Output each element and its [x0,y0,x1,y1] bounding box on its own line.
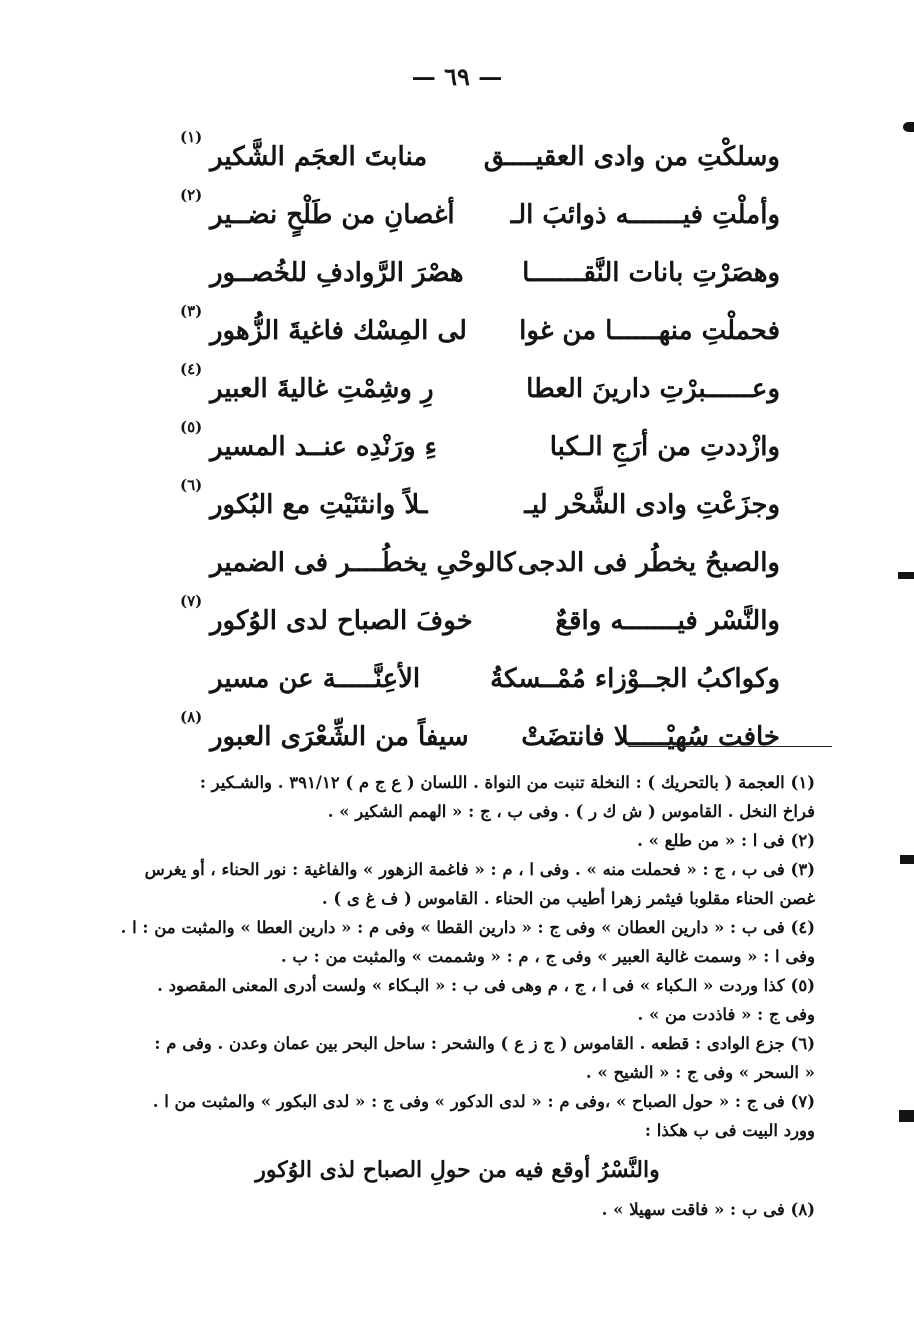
verse-line [180,244,780,302]
footnote-divider [628,746,832,747]
verse-first-hemistich: وعــــــبرْتِ دارينَ العطا [526,374,780,404]
footnote-marker: (١) [180,128,203,146]
footnote-line: (٨) فى ب : « فاقت سهيلا » . [601,1200,815,1219]
footnote-line: وفى ج : « فاذدت من » . [637,1005,815,1024]
verse-second-hemistich: منابتَ العجَم الشَّكير [210,142,428,172]
footnote-marker: (٢) [180,186,203,204]
footnote-marker: (٣) [180,302,203,320]
verse-second-hemistich: لى المِسْك فاغيةَ الزُّهور [210,316,467,346]
footnote-marker: (٨) [180,708,203,726]
verse-line [180,476,780,534]
footnote-line: (٢) فى ا : « من طلع » . [637,831,815,850]
verse-second-hemistich: خوفَ الصباح لدى الوُكور [210,606,473,636]
verse-first-hemistich: وكواكبُ الجــوْزاء مُمْــسكةُ [490,664,780,694]
verse-line [180,592,780,650]
footnote-marker: (٥) [180,418,203,436]
verse-line [180,186,780,244]
scan-edge-mark [903,122,914,132]
verse-second-hemistich: كالوحْىِ يخطُــــر فى الضمير [210,548,516,578]
verse-line [180,650,780,708]
footnote-line: (٧) فى ج : « حول الصباح » ،وفى م : « لدى الدكور » وفى ج : « لدى البكور » والمثبت من ا . [152,1092,815,1111]
footnote-line: « السحر » وفى ج : « الشيح » . [585,1063,815,1082]
verse-second-hemistich: ـلاً وانثنَيْتِ مع البُكور [210,490,428,520]
verse-second-hemistich: ءِ ورَنْدِه عنــد المسير [210,432,437,462]
footnote-line: وفى ا : « وسمت غالية العبير » وفى ج ، م : « وشممت » والمثبت من : ب . [280,947,815,966]
verse-second-hemistich: هصْرَ الرَّوادفِ للخُصــور [210,258,464,288]
verse-first-hemistich: خافت سُهيْـــــلا فانتضَتْ [521,722,780,752]
footnote-line: فراخ النخل . القاموس ( ش ك ر ) . وفى ب ، ج : « الهمم الشكير » . [327,802,815,821]
verse-second-hemistich: رِ وشِمْتِ غاليةَ العبير [210,374,434,404]
footnote-line: (٥) كذا وردت « الـكباء » فى ا ، ج ، م وهى فى ب : « البـكاء » ولست أدرى المعنى المقصود . [157,976,815,995]
quoted-verse: والنَّسْرُ أوقع فيه من حولِ الصباح لذى الوُكور [255,1157,660,1183]
verse-first-hemistich: وجزَعْتِ وادى الشَّحْر ليـ [524,490,780,520]
verse-first-hemistich: والنَّسْر فيـــــــه واقعٌ [555,606,780,636]
verse-line [180,128,780,186]
footnote-line: (٣) فى ب ، ج : « فحملت منه » . وفى ا ، م : « فاغمة الزهور » والفاغية : نور الحناء ، أو يغرس [144,860,815,879]
verse-line [180,708,780,766]
verse-line [180,360,780,418]
footnote-line: (١) العجمة ( بالتحريك ) : النخلة تنبت من النواة . اللسان ( ع ج م ) ٣٩١/١٢ . والشـكير : [199,773,815,792]
footnote-line: غصن الحناء مقلوبا فيثمر زهرا أطيب من الحناء . القاموس ( ف غ ى ) . [321,889,815,908]
verse-first-hemistich: وسلكْتِ من وادى العقيــــق [483,142,780,172]
verse-line [180,302,780,360]
scan-edge-mark [900,855,914,864]
verse-line [180,534,780,592]
verse-line [180,418,780,476]
footnote-marker: (٦) [180,476,203,494]
footnote-line: وورد البيت فى ب هكذا : [644,1121,815,1140]
verse-first-hemistich: والصبحُ يخطُر فى الدجى [517,548,780,578]
footnote-line: (٦) جزع الوادى : قطعه . القاموس ( ج ز ع ) والشحر : ساحل البحر بين عمان وعدن . وفى م : [154,1034,815,1053]
footnote-marker: (٤) [180,360,203,378]
page-number: — ٦٩ — [411,62,503,91]
verse-first-hemistich: وهصَرْتِ بانات النَّقـــــــا [522,258,780,288]
footnotes [100,768,815,1224]
poem [180,128,780,766]
footnote-marker: (٧) [180,592,203,610]
scan-edge-mark [899,1110,914,1122]
scan-edge-mark [898,572,914,579]
verse-second-hemistich: سيفاً من الشِّعْرَى العبور [210,722,469,752]
verse-first-hemistich: وأملْتِ فيـــــــه ذوائبَ الـ [510,200,780,230]
verse-first-hemistich: فحملْتِ منهــــــا من غوا [519,316,780,346]
verse-second-hemistich: أغصانِ من طَلْحٍ نضــير [210,200,455,230]
verse-second-hemistich: الأعِنَّـــــة عن مسير [210,664,421,694]
verse-first-hemistich: وازْددتِ من أرَجِ الـكبا [549,432,780,462]
footnote-line: (٤) فى ب : « دارين العطان » وفى ج : « دارين القطا » وفى م : « دارين العطا » والمثبت من : ا . [120,918,815,937]
